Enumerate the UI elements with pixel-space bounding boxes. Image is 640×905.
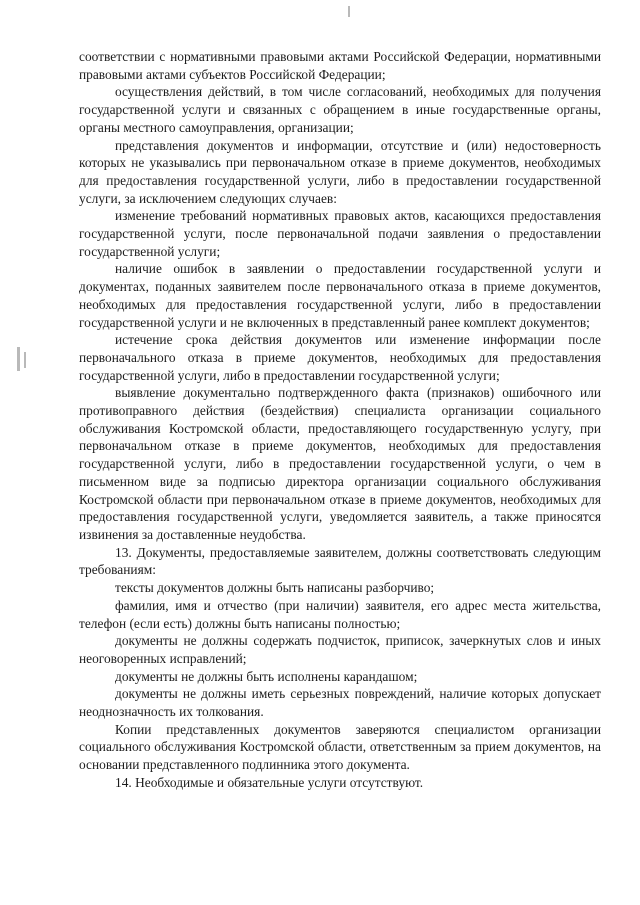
scan-speck <box>24 352 26 368</box>
paragraph: выявление документально подтвержденного факта (признаков) ошибочного или противоправного действия (бездействия) специалиста организации социального обслуживания Костромской области, предоставляющего государственную услугу, при первоначальном отказе в приеме документов, необходимых для предоставления государственной услуги, либо в предоставлении государственной услуги, о чем в письменном виде за подписью директора организации социального обслуживания Костромской области при первоначальном отказе в приеме документов, необходимых для предоставления государственной услуги, уведомляется заявитель, а также приносятся извинения за доставленные неудобства. <box>79 385 601 542</box>
paragraph: документы не должны быть исполнены карандашом; <box>115 668 418 684</box>
paragraph: 13. Документы, предоставляемые заявителем, должны соответствовать следующим требованиям: <box>79 544 601 578</box>
paragraph: наличие ошибок в заявлении о предоставлении государственной услуги и документах, поданных заявителем после первоначального отказа в приеме документов, необходимых для предоставления государственной услуги, либо в предоставлении государственной услуги и не включенных в представленный ранее комплект документов; <box>79 261 601 330</box>
paragraph: истечение срока действия документов или изменение информации после первоначального отказа в приеме документов, необходимых для предоставления государственной услуги, либо в предоставлении государственной услуги; <box>79 332 601 383</box>
paragraph: тексты документов должны быть написаны разборчиво; <box>115 580 435 596</box>
paragraph: фамилия, имя и отчество (при наличии) заявителя, его адрес места жительства, телефон (если есть) должны быть написаны полностью; <box>79 597 601 631</box>
document-page <box>79 48 601 792</box>
scan-speck <box>348 6 350 17</box>
paragraph: 14. Необходимые и обязательные услуги отсутствуют. <box>115 774 424 790</box>
paragraph: документы не должны иметь серьезных повреждений, наличие которых допускает неоднозначность их толкования. <box>79 686 601 720</box>
paragraph: Копии представленных документов заверяются специалистом организации социального обслуживания Костромской области, ответственным за прием документов, на основании представленного подлинника этого документа. <box>79 721 601 773</box>
paragraph: представления документов и информации, отсутствие и (или) недостоверность которых не указывались при первоначальном отказе в приеме документов, необходимых для предоставления государственной услуги, либо в предоставлении государственной услуги, за исключением следующих случаев: <box>79 137 601 206</box>
paragraph: изменение требований нормативных правовых актов, касающихся предоставления государственной услуги, после первоначальной подачи заявления о предоставлении государственной услуги; <box>79 208 601 259</box>
scan-speck <box>17 347 20 371</box>
paragraph: осуществления действий, в том числе согласований, необходимых для получения государственной услуги и связанных с обращением в иные государственные органы, органы местного самоуправления, организации; <box>79 84 601 135</box>
paragraph: соответствии с нормативными правовыми актами Российской Федерации, нормативными правовыми актами субъектов Российской Федерации; <box>79 49 601 82</box>
paragraph: документы не должны содержать подчисток, приписок, зачеркнутых слов и иных неоговоренных исправлений; <box>79 633 601 666</box>
